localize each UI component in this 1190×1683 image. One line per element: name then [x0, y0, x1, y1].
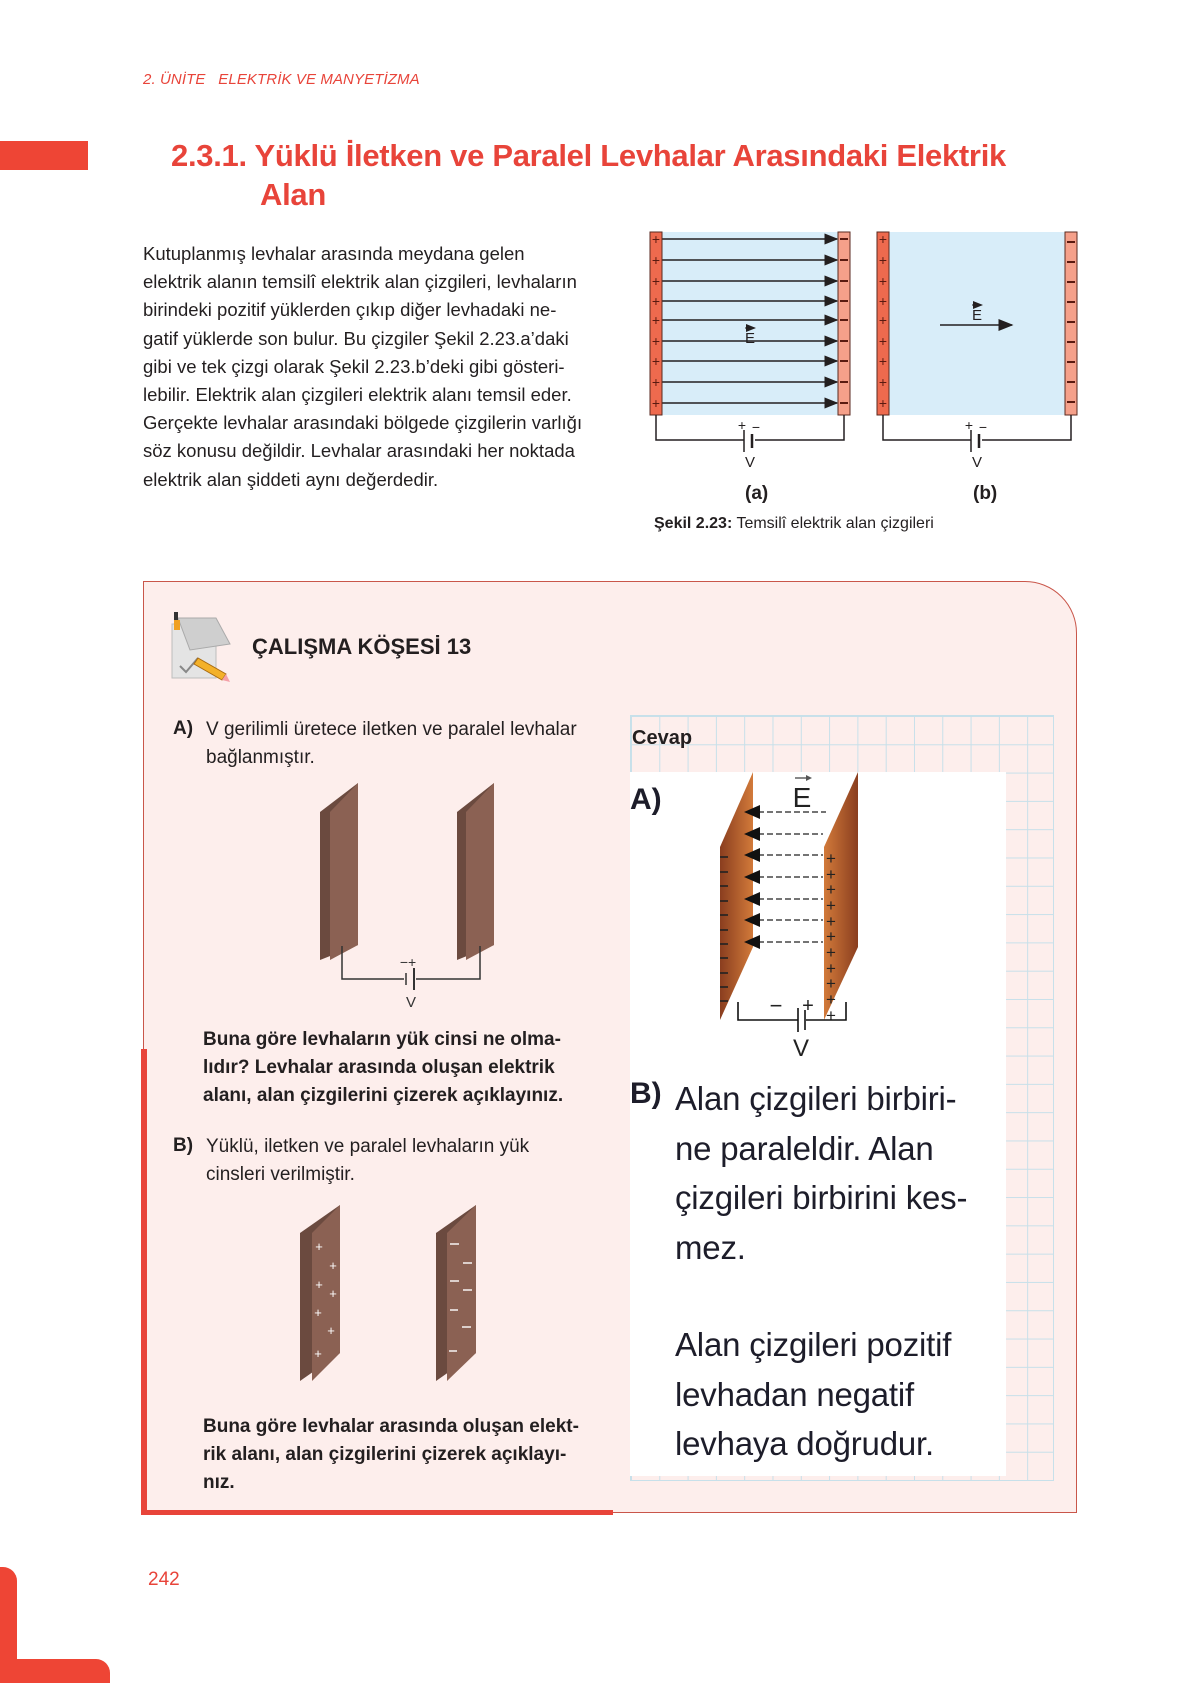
- svg-text:+: +: [826, 880, 836, 899]
- svg-text:+: +: [651, 231, 661, 247]
- svg-text:+: +: [878, 353, 888, 369]
- svg-text:+: +: [651, 333, 661, 349]
- body-line: Gerçekte levhalar arasındaki bölgede çizgilerin varlığı: [143, 412, 583, 434]
- panel-a-label: (a): [745, 483, 769, 504]
- body-line: gibi ve tek çizgi olarak Şekil 2.23.b’deki gibi gösteri-: [143, 355, 565, 377]
- svg-text:+: +: [878, 333, 888, 349]
- svg-text:+: +: [826, 927, 836, 946]
- question-a-prompt: Buna göre levhaların yük cinsi ne olma- lıdır? Levhalar arasında oluşan elektrik alanı, alan çizgilerini çizerek açıklayınız.: [203, 1029, 564, 1106]
- svg-text:+: +: [826, 943, 836, 962]
- svg-text:+: +: [802, 995, 814, 1017]
- figure-2-23: [640, 225, 1090, 515]
- unit-header: 2. ÜNİTE ELEKTRİK VE MANYETİZMA: [143, 71, 420, 88]
- svg-text:+: +: [651, 395, 661, 411]
- svg-text:+: +: [651, 374, 661, 390]
- question-b-prompt: Buna göre levhalar arasında oluşan elekt- rik alanı, alan çizgilerini çizerek açıklayı- nız.: [203, 1416, 579, 1493]
- svg-text:+: +: [651, 353, 661, 369]
- svg-text:V: V: [744, 454, 756, 471]
- body-line: elektrik alan şiddeti aynı değerdedir.: [143, 468, 439, 490]
- page-corner-decoration-bottom: [0, 1659, 110, 1683]
- question-a-text: V gerilimli üretece iletken ve paralel levhalar bağlanmıştır.: [206, 719, 577, 768]
- section-title-line1: 2.3.1. Yüklü İletken ve Paralel Levhalar Arasındaki Elektrik: [171, 138, 1006, 173]
- answer-b-text-2: Alan çizgileri pozitif levhadan negatif levhaya doğrudur.: [675, 1326, 952, 1462]
- body-line: gatif yüklerde son bulur. Bu çizgiler Şekil 2.23.a’daki: [143, 327, 569, 349]
- svg-text:+: +: [826, 1006, 836, 1025]
- svg-text:E: E: [744, 330, 756, 347]
- svg-text:+: +: [651, 252, 661, 268]
- svg-text:+: +: [964, 417, 974, 433]
- question-b-label: B): [173, 1135, 194, 1156]
- field-lines-diagram: [640, 225, 1090, 515]
- svg-text:+: +: [315, 1277, 323, 1292]
- body-line: birindeki pozitif yüklerden çıkıp diğer levhadaki ne-: [143, 299, 557, 321]
- caption-text: Temsilî elektrik alan çizgileri: [732, 515, 934, 532]
- svg-text:+: +: [826, 912, 836, 931]
- section-title-line2: Alan: [260, 177, 326, 212]
- svg-text:+: +: [878, 312, 888, 328]
- svg-text:+: +: [826, 990, 836, 1009]
- svg-text:V: V: [792, 1035, 810, 1062]
- svg-text:+: +: [651, 273, 661, 289]
- question-a-plates-figure: [300, 780, 500, 1020]
- svg-text:+: +: [826, 896, 836, 915]
- svg-text:+: +: [878, 374, 888, 390]
- svg-text:V: V: [405, 994, 417, 1011]
- svg-text:+: +: [826, 849, 836, 868]
- body-line: söz konusu değildir. Levhalar arasındaki her noktada: [143, 440, 575, 462]
- svg-text:+: +: [878, 293, 888, 309]
- answer-b-label: B): [630, 1077, 662, 1110]
- answer-a-diagram: [718, 772, 858, 1062]
- figure-caption: [654, 515, 934, 533]
- body-line: Kutuplanmış levhalar arasında meydana gelen: [143, 243, 525, 264]
- svg-text:+: +: [314, 1346, 322, 1361]
- question-a-label: A): [173, 718, 194, 739]
- svg-text:+: +: [826, 959, 836, 978]
- svg-text:+: +: [329, 1286, 337, 1301]
- svg-text:+: +: [315, 1239, 323, 1254]
- box-accent-left: [141, 1049, 147, 1515]
- svg-text:−: −: [978, 419, 988, 435]
- exercise-title: ÇALIŞMA KÖŞESİ 13: [252, 634, 472, 659]
- svg-text:−: −: [751, 419, 761, 435]
- svg-text:+: +: [878, 252, 888, 268]
- svg-text:+: +: [878, 395, 888, 411]
- body-line: lebilir. Elektrik alan çizgileri elektrik alanı temsil eder.: [143, 384, 572, 406]
- svg-text:+: +: [737, 417, 747, 433]
- svg-text:E: E: [792, 782, 812, 813]
- panel-b-label: (b): [973, 483, 998, 504]
- svg-text:V: V: [971, 454, 983, 471]
- svg-text:+: +: [314, 1305, 322, 1320]
- question-b-plates-figure: [290, 1205, 490, 1385]
- section-marker-bar: [0, 141, 88, 170]
- svg-text:−: −: [769, 993, 783, 1018]
- page-number: 242: [148, 1569, 180, 1590]
- svg-text:+: +: [651, 293, 661, 309]
- answer-heading: Cevap: [632, 727, 693, 749]
- svg-text:+: +: [826, 974, 836, 993]
- svg-text:E: E: [971, 307, 983, 324]
- answer-a-label: A): [630, 783, 662, 816]
- svg-text:+: +: [651, 312, 661, 328]
- svg-text:+: +: [327, 1323, 335, 1338]
- box-accent-bottom: [141, 1510, 613, 1515]
- notepad-pencil-icon: [170, 610, 236, 684]
- body-line: elektrik alanın temsilî elektrik alan çizgileri, levhaların: [143, 271, 577, 293]
- question-b-text: Yüklü, iletken ve paralel levhaların yük cinsleri verilmiştir.: [206, 1136, 530, 1185]
- svg-text:+: +: [826, 865, 836, 884]
- answer-b-text: Alan çizgileri birbiri- ne paraleldir. Alan çizgileri birbirini kes- mez.: [675, 1080, 968, 1266]
- svg-text:+: +: [878, 273, 888, 289]
- body-paragraph: [143, 240, 623, 494]
- section-title: [171, 136, 1071, 214]
- svg-text:−+: −+: [399, 954, 417, 970]
- caption-label: Şekil 2.23:: [654, 515, 733, 532]
- svg-text:+: +: [329, 1258, 337, 1273]
- svg-text:+: +: [878, 231, 888, 247]
